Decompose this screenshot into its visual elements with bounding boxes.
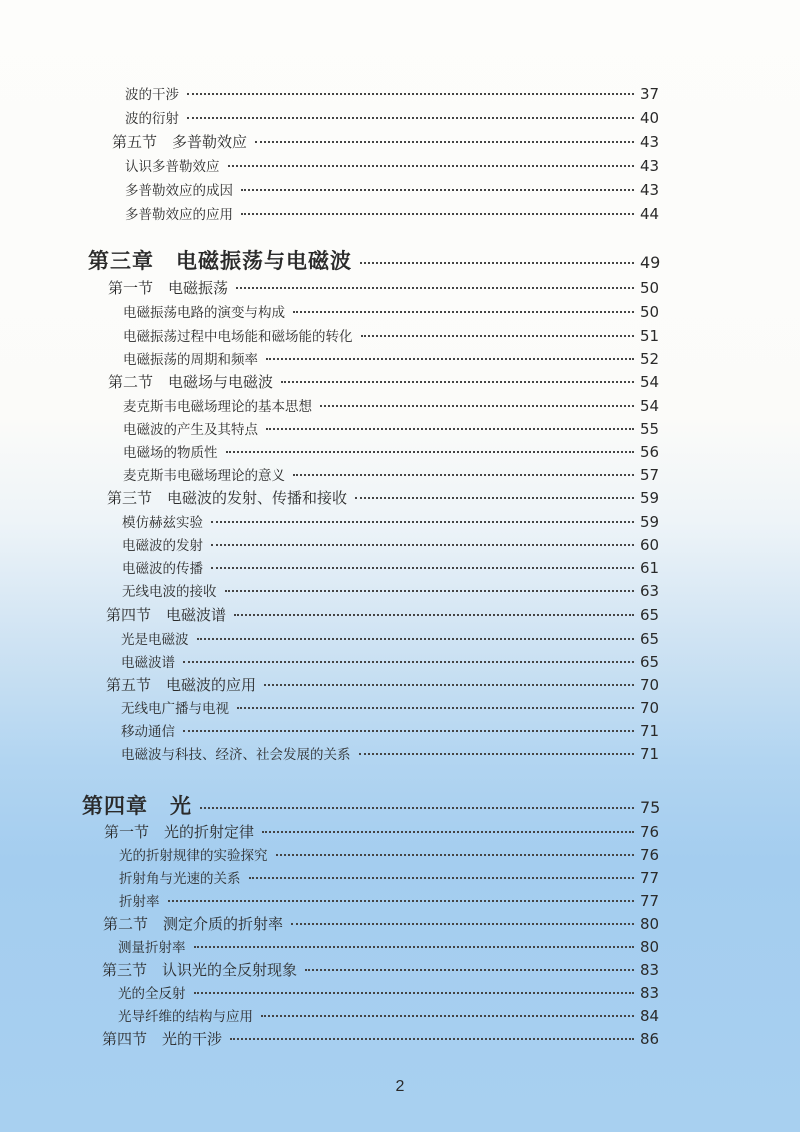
leader-dots: [183, 730, 634, 732]
toc-page: 51: [640, 327, 660, 345]
toc-item: [121, 628, 670, 648]
toc-page: 65: [640, 653, 660, 671]
leader-dots: [211, 521, 634, 523]
page-number: 2: [395, 1078, 405, 1095]
leader-dots: [237, 707, 634, 709]
toc-item: [125, 155, 670, 175]
toc-page: 71: [640, 745, 660, 763]
toc-section: [103, 913, 670, 934]
leader-dots: [194, 992, 635, 994]
toc-label: 折射角与光速的关系: [119, 871, 241, 887]
toc-page: 70: [640, 676, 660, 694]
toc-item: [121, 720, 670, 740]
toc-page: 80: [640, 915, 660, 933]
toc-label: 波的衍射: [125, 111, 179, 127]
toc-label: 移动通信: [121, 724, 175, 740]
toc-page: 57: [640, 466, 660, 484]
toc-label: 第四节 光的干涉: [102, 1030, 223, 1048]
toc-section: [102, 1028, 670, 1049]
toc-page: 60: [640, 536, 660, 554]
toc-page: 50: [640, 279, 660, 297]
toc-page: 83: [640, 961, 660, 979]
toc-item: [122, 557, 670, 577]
toc-page: 83: [640, 984, 660, 1002]
leader-dots: [228, 165, 635, 167]
toc-label: 电磁振荡过程中电场能和磁场能的转化: [123, 329, 353, 345]
leader-dots: [293, 474, 634, 476]
toc-label: 波的干涉: [125, 87, 179, 103]
leader-dots: [230, 1038, 634, 1040]
toc-label: 电磁振荡的周期和频率: [123, 352, 258, 368]
leader-dots: [276, 854, 635, 856]
toc-label: 第二节 测定介质的折射率: [103, 915, 284, 933]
toc-label: 第四章 光: [82, 794, 192, 818]
toc-page: 55: [640, 420, 660, 438]
toc-label: 多普勒效应的成因: [125, 183, 233, 199]
toc-section: [104, 821, 670, 842]
toc-label: 光的折射规律的实验探究: [119, 848, 268, 864]
toc-item: [123, 464, 670, 484]
leader-dots: [187, 117, 634, 119]
toc-page: 63: [640, 582, 660, 600]
toc-item: [123, 348, 670, 368]
toc-label: 电磁波谱: [121, 655, 175, 671]
leader-dots: [266, 428, 634, 430]
toc-label: 电磁波的发射: [122, 538, 203, 554]
leader-dots: [281, 381, 634, 383]
toc-page: 77: [640, 869, 660, 887]
toc-label: 第五节 电磁波的应用: [106, 676, 257, 694]
leader-dots: [359, 753, 635, 755]
toc-page: 80: [640, 938, 660, 956]
leader-dots: [197, 638, 635, 640]
toc-label: 电磁波的传播: [122, 561, 203, 577]
toc-label: 第一节 电磁振荡: [108, 279, 229, 297]
toc-section: [102, 959, 670, 980]
toc-page: 43: [640, 133, 660, 151]
toc-page: 76: [640, 823, 660, 841]
toc-page: 43: [640, 157, 660, 175]
toc-page: 54: [640, 397, 660, 415]
toc-item: [121, 697, 670, 717]
toc-page: 52: [640, 350, 660, 368]
toc-label: 多普勒效应的应用: [125, 207, 233, 223]
toc-item: [123, 395, 670, 415]
leader-dots: [261, 1015, 634, 1017]
toc-page: 40: [640, 109, 660, 127]
toc-page: 59: [640, 489, 660, 507]
leader-dots: [225, 590, 635, 592]
toc-label: 光导纤维的结构与应用: [118, 1009, 253, 1025]
leader-dots: [168, 900, 635, 902]
toc-page: 59: [640, 513, 660, 531]
toc-chapter: [82, 790, 670, 820]
toc-page: 76: [640, 846, 660, 864]
toc-item: [118, 936, 670, 956]
toc-section: [106, 674, 670, 695]
leader-dots: [361, 335, 635, 337]
toc-label: 第三节 电磁波的发射、传播和接收: [107, 489, 348, 507]
toc-page: 50: [640, 303, 660, 321]
toc-section: [106, 604, 670, 625]
leader-dots: [241, 189, 634, 191]
leader-dots: [305, 969, 634, 971]
leader-dots: [187, 93, 634, 95]
leader-dots: [262, 831, 634, 833]
toc-page: 37: [640, 85, 660, 103]
toc-label: 模仿赫兹实验: [122, 515, 203, 531]
leader-dots: [241, 213, 634, 215]
toc-item: [123, 301, 670, 321]
leader-dots: [320, 405, 634, 407]
toc-item: [118, 982, 670, 1002]
leader-dots: [249, 877, 635, 879]
toc-page: 84: [640, 1007, 660, 1025]
toc-page: 77: [640, 892, 660, 910]
toc-page: 49: [640, 253, 661, 272]
toc-page: 61: [640, 559, 660, 577]
toc-label: 第三节 认识光的全反射现象: [102, 961, 298, 979]
toc-chapter: [88, 245, 670, 275]
toc-item: [119, 890, 670, 910]
toc-page: 44: [640, 205, 660, 223]
toc-section: [112, 131, 670, 152]
toc-label: 第二节 电磁场与电磁波: [108, 373, 274, 391]
toc-label: 电磁场的物质性: [123, 445, 218, 461]
toc-page: 70: [640, 699, 660, 717]
toc-item: [121, 743, 670, 763]
toc-page: 75: [640, 798, 661, 817]
leader-dots: [234, 614, 634, 616]
toc-label: 第四节 电磁波谱: [106, 606, 227, 624]
toc-page: 86: [640, 1030, 660, 1048]
toc-page: 65: [640, 606, 660, 624]
leader-dots: [266, 358, 634, 360]
leader-dots: [200, 807, 634, 809]
toc-item: [125, 83, 670, 103]
toc-item: [123, 441, 670, 461]
toc-label: 无线电广播与电视: [121, 701, 229, 717]
toc-label: 第五节 多普勒效应: [112, 133, 248, 151]
toc-label: 无线电波的接收: [122, 584, 217, 600]
toc-page: 43: [640, 181, 660, 199]
toc-section: [108, 371, 670, 392]
toc-item: [122, 580, 670, 600]
toc-page: 65: [640, 630, 660, 648]
leader-dots: [355, 497, 634, 499]
leader-dots: [226, 451, 635, 453]
toc-label: 麦克斯韦电磁场理论的基本思想: [123, 399, 312, 415]
toc-label: 电磁波与科技、经济、社会发展的关系: [121, 747, 351, 763]
toc-item: [118, 1005, 670, 1025]
toc-label: 麦克斯韦电磁场理论的意义: [123, 468, 285, 484]
toc-label: 光的全反射: [118, 986, 186, 1002]
toc-label: 电磁波的产生及其特点: [123, 422, 258, 438]
toc-item: [119, 867, 670, 887]
toc-label: 折射率: [119, 894, 160, 910]
leader-dots: [194, 946, 635, 948]
toc-item: [122, 534, 670, 554]
toc-item: [119, 844, 670, 864]
toc-item: [123, 418, 670, 438]
toc-label: 第三章 电磁振荡与电磁波: [88, 249, 352, 273]
toc-item: [122, 511, 670, 531]
toc-label: 测量折射率: [118, 940, 186, 956]
toc-label: 第一节 光的折射定律: [104, 823, 255, 841]
toc-item: [125, 107, 670, 127]
leader-dots: [236, 287, 634, 289]
toc-label: 光是电磁波: [121, 632, 189, 648]
toc-page: 71: [640, 722, 660, 740]
toc-item: [123, 325, 670, 345]
toc-item: [125, 179, 670, 199]
leader-dots: [291, 923, 634, 925]
leader-dots: [211, 544, 634, 546]
toc-page: 54: [640, 373, 660, 391]
toc-label: 认识多普勒效应: [125, 159, 220, 175]
toc-item: [121, 651, 670, 671]
toc-page: 56: [640, 443, 660, 461]
toc-section: [108, 277, 670, 298]
leader-dots: [264, 684, 634, 686]
leader-dots: [183, 661, 634, 663]
leader-dots: [293, 311, 634, 313]
toc-section: [107, 487, 670, 508]
toc-label: 电磁振荡电路的演变与构成: [123, 305, 285, 321]
leader-dots: [360, 262, 634, 264]
leader-dots: [255, 141, 634, 143]
leader-dots: [211, 567, 634, 569]
toc-item: [125, 203, 670, 223]
